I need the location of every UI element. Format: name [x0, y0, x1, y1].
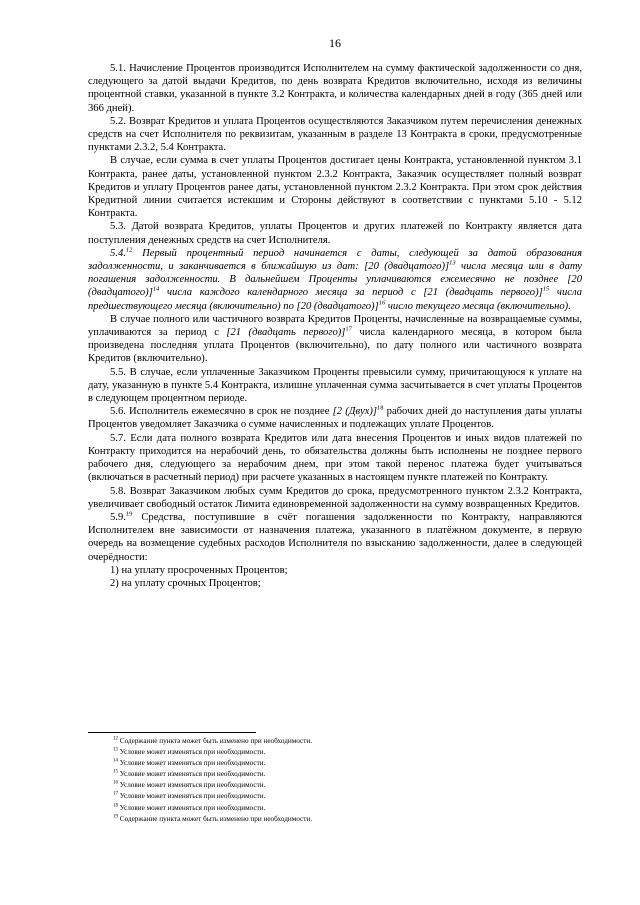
paragraph-5-8: [88, 485, 582, 511]
text-run: числа календарного месяца, в котором была произведена последняя уплата Процентов (включительно), по дату полного или частичного возврата Кредитов (включительно).: [88, 327, 582, 365]
footnote-reference: 13: [449, 259, 456, 267]
text-run: 1) на уплату просроченных Процентов;: [110, 564, 288, 576]
footnote-number: 19: [113, 814, 118, 820]
text-run: 5.7. Если дата полного возврата Кредитов или дата внесения Процентов и иных видов платежей по Контракту приходится на нерабочий день, то обязательства должны быть исполнены не позднее первого рабочего дня, следующего за нерабочим днем, при этом такой перенос платежа будет учитываться (включаться в расчетный период) при расчете указанных в настоящем пункте платежей по Контракту.: [88, 432, 582, 484]
footnote-number: 13: [113, 747, 118, 753]
footnote-15: [88, 769, 582, 780]
paragraph-5-4b: [88, 313, 582, 366]
italic-text: [21 (двадцать первого)]: [226, 327, 346, 339]
footnote-number: 16: [113, 780, 118, 786]
text-run: числа каждого календарного месяца за период с [21 (двадцать первого)]: [159, 287, 543, 299]
footnote-separator: [88, 732, 256, 733]
footnote-reference: 16: [378, 299, 386, 307]
text-run: 5.3. Датой возврата Кредитов, уплаты Процентов и других платежей по Контракту является дата поступления денежных средств на счет Исполнителя.: [88, 221, 582, 246]
text-run: В случае полного или частичного возврата Кредитов Проценты, начисленные на возвращаемые суммы, уплачиваются за период с: [88, 313, 582, 339]
footnote-number: 14: [113, 758, 118, 764]
text-run: 5.9.: [110, 511, 126, 523]
footnote-reference: 12: [125, 246, 133, 254]
text-run: Средства, поступившие в счёт погашения задолженности по Контракту, направляются Исполнителем вне зависимости от назначения платежа, указанного в платёжном документе, в первую очередь на возмещение судебных расходов Исполнителя по взысканию задолженности, далее в следующей очерёдности:: [88, 511, 582, 563]
text-run: числа предшествующего месяца (включительно) по [20 (двадцатого)]: [88, 287, 582, 312]
paragraph-5-2: [88, 115, 582, 155]
text-run: 5.2. Возврат Кредитов и уплата Процентов осуществляются Заказчиком путем перечисления денежных средств на счет Исполнителя по реквизитам, указанным в разделе 13 Контракта в сроки, предусмотренные пунктами 2.3.2, 5.4 Контракта.: [88, 115, 582, 154]
footnote-text: Условие может изменяться при необходимости.: [118, 748, 266, 757]
footnote-text: Содержание пункта может быть изменено при необходимости.: [118, 814, 313, 823]
footnote-reference: 18: [377, 404, 384, 412]
paragraph-5-6: [88, 405, 582, 431]
paragraph-5-7: [88, 432, 582, 485]
footnote-text: Условие может изменяться при необходимости.: [118, 759, 266, 768]
footnote-number: 17: [113, 792, 118, 798]
footnotes-section: [88, 732, 582, 825]
text-run: 5.5. В случае, если уплаченные Заказчиком Проценты превысили сумму, причитающуюся к уплате на дату, указанную в пункте 5.4 Контракта, излишне уплаченная сумма засчитывается в счет уплаты Процентов в следующем процентном периоде.: [88, 366, 582, 405]
footnote-number: 12: [113, 736, 118, 742]
text-run: числа месяца или в дату погашения задолженности. В дальнейшем Проценты уплачиваются ежемесячно не позднее [20 (двадцатого)]: [88, 261, 582, 299]
italic-text: [2 (Двух)]: [332, 406, 377, 418]
footnote-18: [88, 803, 582, 814]
footnote-reference: 19: [125, 510, 133, 518]
footnote-text: Условие может изменяться при необходимости.: [118, 792, 266, 801]
paragraph-5-4: [88, 247, 582, 313]
footnote-reference: 14: [152, 285, 160, 293]
text-run: 2) на уплату срочных Процентов;: [110, 577, 261, 589]
paragraph-5-1: [88, 62, 582, 115]
footnote-12: [88, 736, 582, 747]
paragraph-5-9-2: [88, 577, 582, 590]
footnote-text: Условие может изменяться при необходимости.: [118, 770, 266, 779]
footnote-reference: 17: [345, 325, 352, 333]
text-run: 5.8. Возврат Заказчиком любых сумм Кредитов до срока, предусмотренного пунктом 2.3.2 Контракта, увеличивает свободный остаток Лимита единовременной задолженности на сумму возвращенных Кредитов.: [88, 485, 582, 510]
footnote-text: Условие может изменяться при необходимости.: [118, 781, 266, 790]
footnote-17: [88, 791, 582, 802]
footnote-text: Содержание пункта может быть изменено при необходимости.: [118, 737, 313, 745]
footnote-14: [88, 758, 582, 769]
footnote-number: 15: [113, 769, 118, 775]
footnote-16: [88, 780, 582, 791]
footnote-number: 18: [113, 803, 118, 809]
footnote-19: [88, 814, 582, 825]
footnote-13: [88, 747, 582, 758]
footnote-text: Условие может изменяться при необходимости.: [118, 803, 266, 812]
paragraph-5-9: [88, 511, 582, 564]
text-run: 5.4.: [110, 247, 126, 259]
paragraph-5-9-1: [88, 564, 582, 577]
text-run: 5.6. Исполнитель ежемесячно в срок не позднее: [110, 406, 333, 418]
text-run: В случае, если сумма в счет уплаты Процентов достигает цены Контракта, установленной пунктом 3.1 Контракта, ранее даты, установленной пунктом 2.3.2 Контракта, Заказчик осуществляет полный возврат Кредитов и уплату Процентов ранее даты, установленной пунктом 2.3.2 Контракта. При этом срок действия Кредитной линии считается истекшим и Стороны действуют в соответствии с пунктами 5.10 - 5.12 Контракта.: [88, 155, 582, 220]
paragraph-5-5: [88, 366, 582, 406]
document-body: [88, 62, 582, 590]
text-run: 5.1. Начисление Процентов производится Исполнителем на сумму фактической задолженности со дня, следующего за датой выдачи Кредитов, по день возврата Кредитов включительно, исходя из величины процентной ставки, указанной в пункте 3.2 Контракта, и количества календарных дней в году (365 дней или 366 дней).: [88, 63, 582, 114]
footnote-reference: 15: [542, 285, 550, 293]
text-run: число текущего месяца (включительно).: [385, 300, 571, 312]
text-run: рабочих дней до наступления даты уплаты Процентов уведомляет Заказчика о сумме начисленных и подлежащих уплате Процентов.: [88, 406, 583, 431]
paragraph-5-2b: [88, 154, 582, 220]
paragraph-5-3: [88, 220, 582, 246]
text-run: Первый процентный период начинается с даты, следующей за датой образования задолженности, и заканчивается в ближайшую из дат: [20 (двадцатого)]: [88, 247, 582, 273]
page-number: 16: [329, 36, 341, 50]
footnote-list: [88, 736, 582, 825]
